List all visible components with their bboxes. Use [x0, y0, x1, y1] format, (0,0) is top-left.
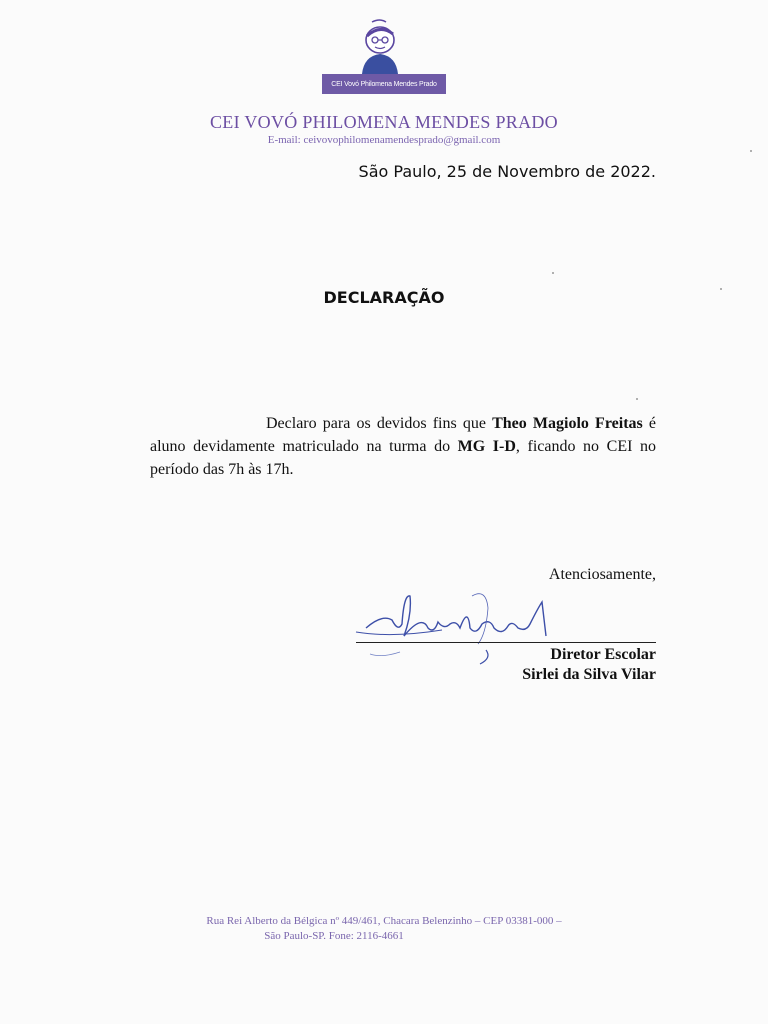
scan-speck — [720, 288, 722, 290]
body-text-part2: é aluno devidamente matriculado na turma do — [150, 415, 656, 455]
document-title: DECLARAÇÃO — [323, 288, 445, 307]
student-name: Theo Magiolo Freitas — [492, 415, 643, 432]
declaration-body — [150, 412, 656, 481]
scan-speck — [552, 272, 554, 274]
body-text-part3: , ficando no CEI no período das 7h às 17h. — [150, 438, 657, 478]
school-name: CEI VOVÓ PHILOMENA MENDES PRADO — [210, 112, 558, 132]
school-logo — [322, 18, 446, 96]
signer-role: Diretor Escolar — [550, 646, 656, 663]
footer-address-line2: São Paulo-SP. Fone: 2116-4661 — [264, 930, 404, 942]
logo-banner: CEI Vovó Philomena Mendes Prado — [322, 74, 446, 94]
body-text-part1: Declaro para os devidos fins que — [266, 415, 493, 432]
signature-line — [356, 642, 656, 643]
handwritten-signature — [352, 584, 562, 670]
footer-address-line1: Rua Rei Alberto da Bélgica nº 449/461, Chacara Belenzinho – CEP 03381-000 – — [206, 915, 562, 927]
scan-speck — [750, 150, 752, 152]
city-date: São Paulo, 25 de Novembro de 2022. — [358, 162, 656, 181]
scan-speck — [636, 398, 638, 400]
footer-address — [0, 914, 768, 944]
closing: Atenciosamente, — [548, 566, 656, 583]
child-figure-icon — [350, 18, 410, 74]
school-email: E-mail: ceivovophilomenamendesprado@gmail.com — [267, 134, 501, 146]
class-name: MG I-D — [457, 438, 516, 455]
signer-name: Sirlei da Silva Vilar — [522, 666, 656, 683]
